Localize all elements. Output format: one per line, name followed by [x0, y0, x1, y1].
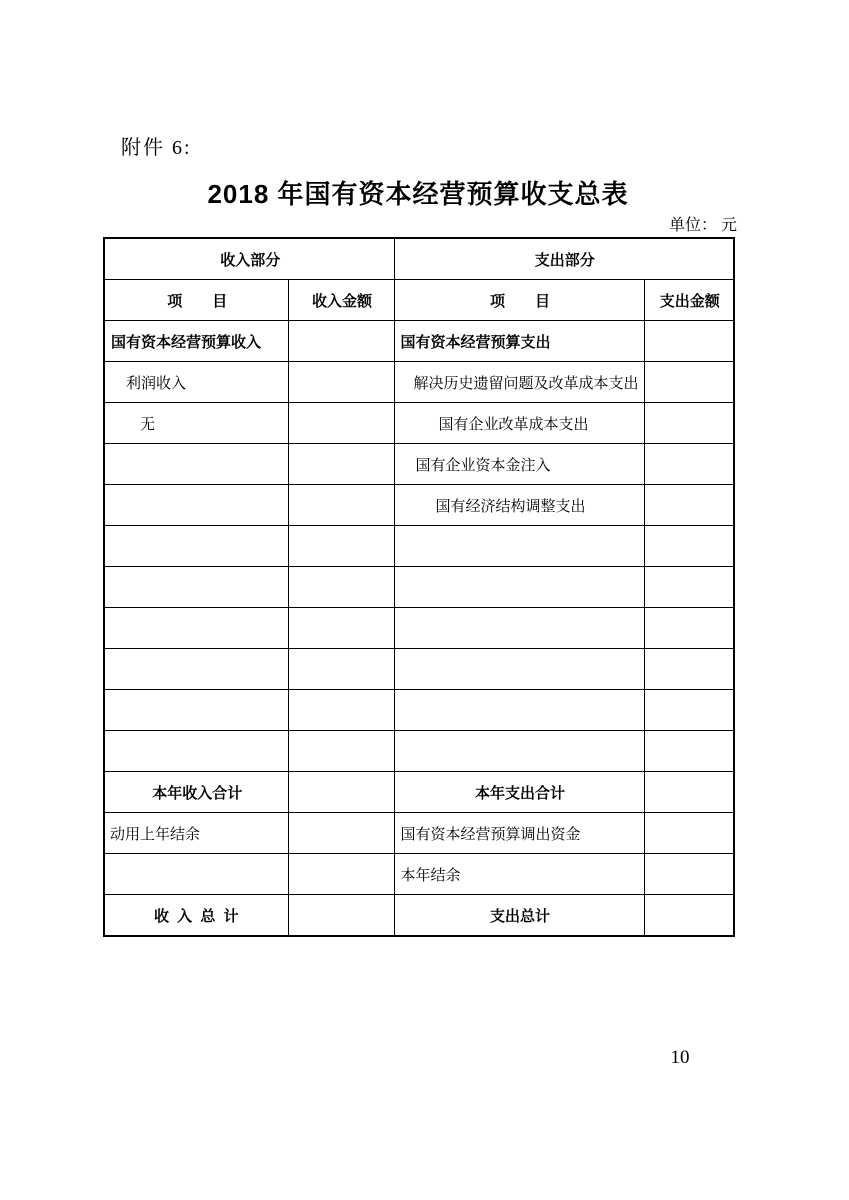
- income-amount-cell: [288, 854, 394, 895]
- table-row: [104, 731, 734, 772]
- expense-amount-cell: [644, 895, 734, 937]
- income-item-cell: [104, 444, 288, 485]
- income-amount-cell: [288, 362, 394, 403]
- income-item-cell: 本年收入合计: [104, 772, 288, 813]
- table-row: [104, 444, 734, 485]
- budget-table: [103, 237, 735, 937]
- expense-amount-cell: [644, 444, 734, 485]
- income-amount-cell: [288, 321, 394, 362]
- expense-item-column-header: 项 目: [394, 280, 644, 321]
- expense-amount-cell: [644, 485, 734, 526]
- income-amount-cell: [288, 813, 394, 854]
- income-item-cell: [104, 485, 288, 526]
- income-amount-cell: [288, 526, 394, 567]
- expense-item-cell: 国有经济结构调整支出: [394, 485, 644, 526]
- expense-item-cell: 国有资本经营预算支出: [394, 321, 644, 362]
- income-item-cell: [104, 649, 288, 690]
- expense-item-cell: 国有企业资本金注入: [394, 444, 644, 485]
- income-item-cell: [104, 690, 288, 731]
- income-item-cell: 收 入 总 计: [104, 895, 288, 937]
- expense-item-cell: 支出总计: [394, 895, 644, 937]
- expense-item-cell: [394, 567, 644, 608]
- income-section-header: 收入部分: [104, 238, 394, 280]
- expense-amount-cell: [644, 321, 734, 362]
- income-amount-cell: [288, 731, 394, 772]
- table-row: [104, 895, 734, 937]
- expense-item-cell: 本年结余: [394, 854, 644, 895]
- income-amount-cell: [288, 403, 394, 444]
- income-amount-cell: [288, 895, 394, 937]
- attachment-label: 附件 6:: [121, 137, 192, 159]
- income-item-cell: [104, 567, 288, 608]
- expense-amount-cell: [644, 649, 734, 690]
- table-row: [104, 690, 734, 731]
- expense-amount-cell: [644, 772, 734, 813]
- table-row: [104, 608, 734, 649]
- table-row: [104, 321, 734, 362]
- table-row: [104, 854, 734, 895]
- income-amount-cell: [288, 649, 394, 690]
- expense-section-header: 支出部分: [394, 238, 734, 280]
- income-item-cell: [104, 731, 288, 772]
- page-title: 2018 年国有资本经营预算收支总表: [207, 179, 629, 209]
- page-number: 10: [670, 1047, 690, 1068]
- expense-amount-cell: [644, 854, 734, 895]
- table-row: [104, 403, 734, 444]
- income-amount-cell: [288, 608, 394, 649]
- income-item-column-header: 项 目: [104, 280, 288, 321]
- expense-item-cell: 解决历史遗留问题及改革成本支出: [394, 362, 644, 403]
- expense-item-cell: 国有资本经营预算调出资金: [394, 813, 644, 854]
- income-amount-cell: [288, 567, 394, 608]
- table-row: [104, 362, 734, 403]
- expense-amount-cell: [644, 731, 734, 772]
- expense-amount-cell: [644, 567, 734, 608]
- expense-amount-cell: [644, 526, 734, 567]
- unit-label: 单位： 元: [668, 217, 737, 234]
- income-amount-column-header: 收入金额: [288, 280, 394, 321]
- expense-amount-column-header: 支出金额: [644, 280, 734, 321]
- table-row: [104, 813, 734, 854]
- expense-amount-cell: [644, 813, 734, 854]
- expense-item-cell: [394, 526, 644, 567]
- expense-item-cell: [394, 690, 644, 731]
- column-header-row: [104, 280, 734, 321]
- expense-item-cell: [394, 731, 644, 772]
- table-row: [104, 567, 734, 608]
- table-row: [104, 485, 734, 526]
- expense-item-cell: [394, 649, 644, 690]
- income-item-cell: 利润收入: [104, 362, 288, 403]
- table-row: [104, 526, 734, 567]
- income-amount-cell: [288, 444, 394, 485]
- income-item-cell: 动用上年结余: [104, 813, 288, 854]
- expense-amount-cell: [644, 403, 734, 444]
- expense-item-cell: 本年支出合计: [394, 772, 644, 813]
- income-amount-cell: [288, 485, 394, 526]
- income-item-cell: [104, 854, 288, 895]
- income-item-cell: 国有资本经营预算收入: [104, 321, 288, 362]
- expense-item-cell: 国有企业改革成本支出: [394, 403, 644, 444]
- income-amount-cell: [288, 690, 394, 731]
- section-header-row: [104, 238, 734, 280]
- expense-amount-cell: [644, 690, 734, 731]
- table-row: [104, 649, 734, 690]
- income-amount-cell: [288, 772, 394, 813]
- table-row: [104, 772, 734, 813]
- income-item-cell: 无: [104, 403, 288, 444]
- income-item-cell: [104, 608, 288, 649]
- expense-amount-cell: [644, 362, 734, 403]
- income-item-cell: [104, 526, 288, 567]
- expense-amount-cell: [644, 608, 734, 649]
- expense-item-cell: [394, 608, 644, 649]
